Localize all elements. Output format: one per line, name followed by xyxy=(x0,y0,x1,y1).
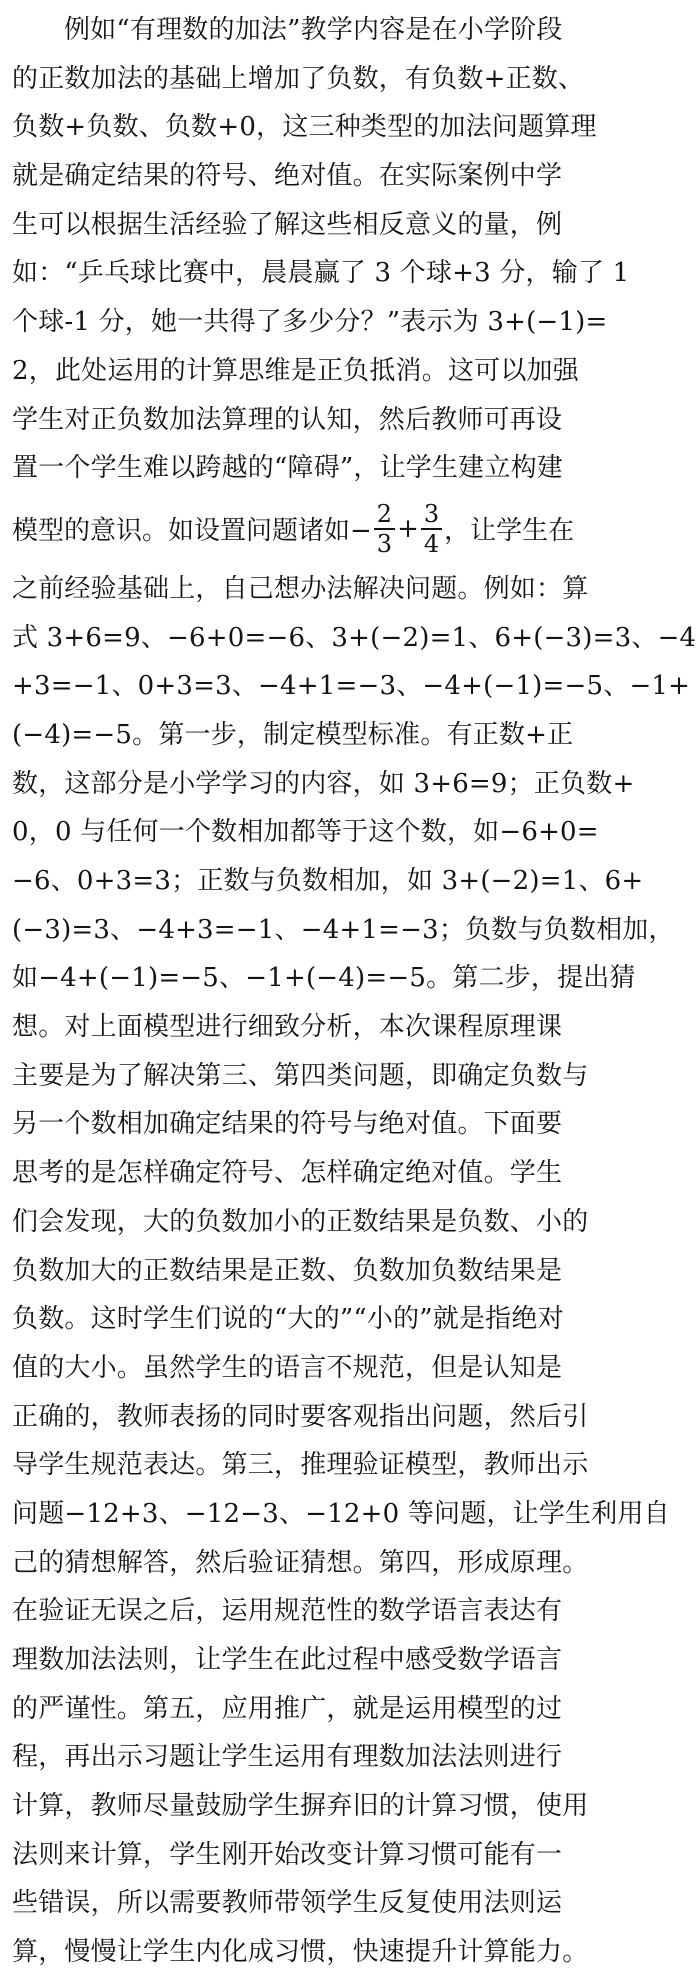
text-line: 式 3+6=9、−6+0=−6、3+(−2)=1、6+(−3)=3、−4 xyxy=(12,622,696,653)
text-line: 例如“有理数的加法”教学内容是在小学阶段 xyxy=(64,15,563,45)
plus-sign: + xyxy=(397,513,419,544)
text-line: (−3)=3、−4+3=−1、−4+1=−3；负数与负数相加， xyxy=(12,914,675,945)
text-line: 们会发现，大的负数加小的正数结果是负数、小的 xyxy=(12,1206,589,1237)
text-line: 学生对正负数加法算理的认知，然后教师可再设 xyxy=(12,404,563,435)
fraction-denominator: 4 xyxy=(423,529,440,558)
text-line: 想。对上面模型进行细致分析，本次课程原理课 xyxy=(12,1012,563,1043)
text-line: 计算，教师尽量鼓励学生摒弃旧的计算习惯，使用 xyxy=(12,1791,589,1822)
text-line: 如：“乒乓球比赛中，晨晨赢了 3 个球+3 分，输了 1 xyxy=(12,258,630,289)
text-line: 问题−12+3、−12−3、−12+0 等问题，让学生利用自 xyxy=(12,1498,670,1529)
text-line: 导学生规范表达。第三，推理验证模型，教师出示 xyxy=(12,1450,589,1481)
fraction-three-fourths xyxy=(421,500,442,558)
text-line: 生可以根据生活经验了解这些相反意义的量，例 xyxy=(12,209,563,240)
text-line: 理数加法法则，让学生在此过程中感受数学语言 xyxy=(12,1645,563,1675)
text-line: 0，0 与任何一个数相加都等于这个数，如−6+0= xyxy=(12,817,599,848)
text-segment: ，让学生在 xyxy=(444,516,575,547)
text-line: 值的大小。虽然学生的语言不规范，但是认知是 xyxy=(12,1352,563,1383)
fraction-numerator: 3 xyxy=(423,500,440,529)
text-line: 负数加大的正数结果是正数、负数加负数结果是 xyxy=(12,1255,563,1286)
text-line: 负数。这时学生们说的“大的”“小的”就是指绝对 xyxy=(12,1304,564,1335)
text-line: 2，此处运用的计算思维是正负抵消。这可以加强 xyxy=(12,355,579,386)
text-line: 个球-1 分，她一共得了多少分？”表示为 3+(−1)= xyxy=(12,307,608,338)
text-line: 些错误，所以需要教师带领学生反复使用法则运 xyxy=(12,1888,563,1919)
text-line: 主要是为了解决第三、第四类问题，即确定负数与 xyxy=(12,1060,589,1091)
text-line: 的严谨性。第五，应用推广，就是运用模型的过 xyxy=(12,1693,563,1724)
text-line: (−4)=−5。第一步，制定模型标准。有正数+正 xyxy=(12,719,574,750)
text-line: 正确的，教师表扬的同时要客观指出问题，然后引 xyxy=(12,1401,589,1432)
text-line: 法则来计算，学生刚开始改变计算习惯可能有一 xyxy=(12,1839,563,1870)
text-line: 算，慢慢让学生内化成习惯，快速提升计算能力。 xyxy=(12,1937,589,1968)
text-line: 置一个学生难以跨越的“障碍”，让学生建立构建 xyxy=(12,453,563,484)
text-line: 之前经验基础上，自己想办法解决问题。例如：算 xyxy=(12,573,589,604)
text-line: 就是确定结果的符号、绝对值。在实际案例中学 xyxy=(12,161,563,192)
text-line: 己的猜想解答，然后验证猜想。第四，形成原理。 xyxy=(12,1547,589,1578)
text-line: +3=−1、0+3=3、−4+1=−3、−4+(−1)=−5、−1+ xyxy=(12,671,691,702)
fraction-numerator: 2 xyxy=(376,500,393,529)
article-paragraph xyxy=(12,6,696,1977)
text-line: 的正数加法的基础上增加了负数，有负数+正数、 xyxy=(12,63,585,94)
fraction-two-thirds xyxy=(374,500,395,558)
text-line: −6、0+3=3；正数与负数相加，如 3+(−2)=1、6+ xyxy=(12,866,644,896)
text-segment: 模型的意识。如设置问题诸如− xyxy=(12,516,372,547)
text-line: 数，这部分是小学学习的内容，如 3+6=9；正负数+ xyxy=(12,768,635,799)
text-line: 思考的是怎样确定符号、怎样确定绝对值。学生 xyxy=(12,1158,563,1189)
text-line: 如−4+(−1)=−5、−1+(−4)=−5。第二步，提出猜 xyxy=(12,963,636,994)
text-line: 负数+负数、负数+0，这三种类型的加法问题算理 xyxy=(12,112,597,143)
text-line: 另一个数相加确定结果的符号与绝对值。下面要 xyxy=(12,1109,563,1140)
text-line: 在验证无误之后，运用规范性的数学语言表达有 xyxy=(12,1596,563,1627)
fraction-denominator: 3 xyxy=(376,529,393,558)
fraction-expression-line xyxy=(12,493,586,565)
text-line: 程，再出示习题让学生运用有理数加法法则进行 xyxy=(12,1742,563,1773)
